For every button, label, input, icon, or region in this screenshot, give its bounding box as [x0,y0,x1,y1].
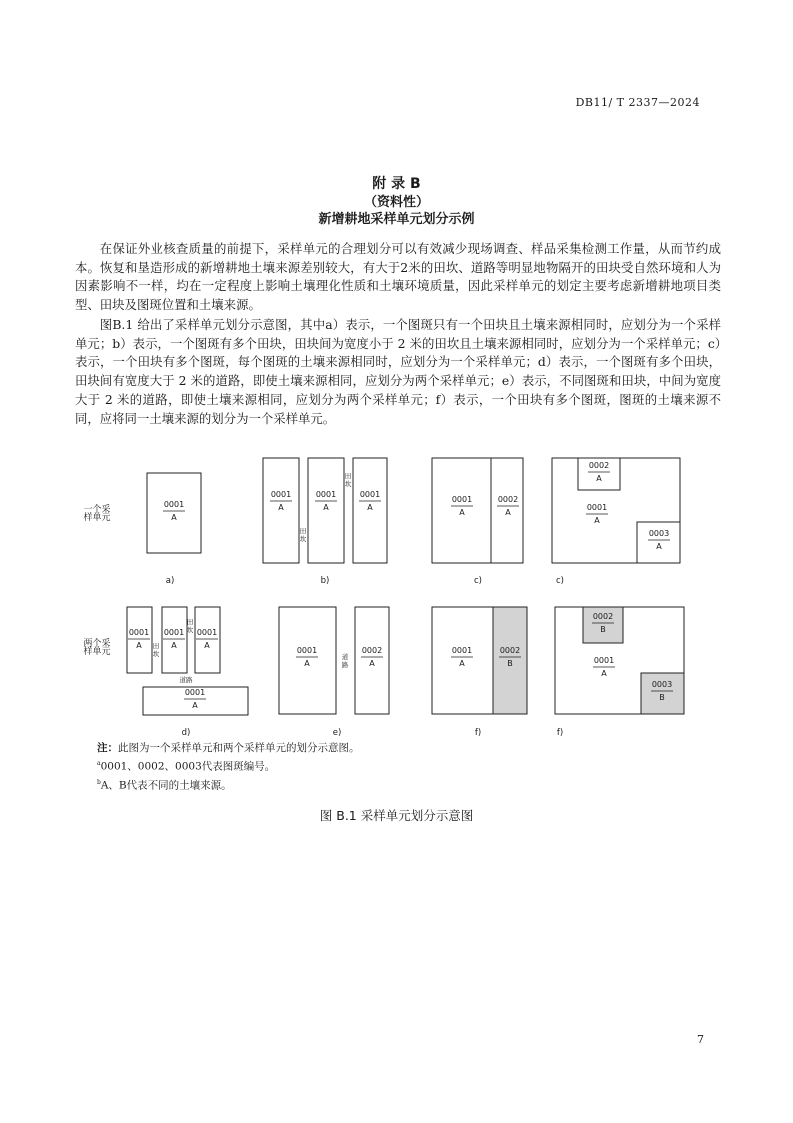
footnote-b [97,775,360,794]
panel-f2-label-3-code: 0003 [651,680,673,689]
panel-c2-label-2-source: A [596,474,602,483]
note-label: 注： [97,742,118,754]
panel-b-label-1-code: 0001 [270,490,292,499]
panel-c-label-1-code: 0001 [451,495,473,504]
panel-d-field-2 [162,607,187,673]
panel-b-ridge-1-char-1: 坎 [299,535,307,543]
panel-e-label-2-source: A [369,659,375,668]
panel-f-label-1-code: 0001 [451,646,473,655]
panel-f2-label-3-source: B [659,693,665,702]
panel-e-label-2-code: 0002 [361,646,383,655]
panel-f-label-1-source: A [459,659,465,668]
panel-b-label-2-source: A [323,503,329,512]
panel-c-label-1-source: A [459,508,465,517]
appendix-name: 新增耕地采样单元划分示例 [318,212,475,227]
panel-a-label-code: 0001 [163,500,185,509]
panel-c2-label-3-code: 0003 [648,529,670,538]
footnote-b-mark: b [97,778,101,786]
footnote-b-text: A、B代表不同的土壤来源。 [100,779,232,791]
panel-f2-label-2-source: B [600,625,606,634]
panel-f-label-2-code: 0002 [499,646,521,655]
panel-f2-label-2-code: 0002 [592,612,614,621]
panel-f2-label-1-source: A [601,669,607,678]
footnote-a-text: 0001、0002、0003代表图斑编号。 [100,760,276,773]
panel-b-ridge-2-char-1: 坎 [344,480,352,488]
panel-d-field-3 [195,607,220,673]
panel-b-ridge-1-char-0: 田 [299,527,307,535]
row-label-one-char-1: 样单元 [83,513,111,523]
panel-c2-label-2-code: 0002 [588,461,610,470]
panel-a-label-source: A [171,513,177,522]
panel-c2-label-3-source: A [656,542,662,551]
panel-f-label-2-source: B [507,659,513,668]
page-number: 7 [697,1033,704,1046]
panel-d-label-3-code: 0001 [196,628,218,637]
body-paragraph-1: 在保证外业核查质量的前提下，采样单元的合理划分可以有效减少现场调查、样品采集检测工作量，从而节约成本。恢复和垦造形成的新增耕地土壤来源差别较大，有大于2米的田坎、道路等明显地物隔开的田块受自然环境和人为因素影响不一样，均在一定程度上影响土壤理化性质和土壤环境质量，因此采样单元的划定主要考虑新增耕地项目类型、田块及图斑位置和土壤来源。 [75,241,721,313]
figure-b1 [0,450,793,750]
panel-d-road: 道路 [179,676,193,684]
footnote-a-mark: a [97,760,101,767]
panel-e-road-char-1: 路 [341,661,349,669]
appendix-nature: （资料性） [363,195,429,210]
panel-b-label-1-source: A [278,503,284,512]
panel-b-caption: b) [320,576,330,586]
panel-d-label-2-code: 0001 [163,628,185,637]
panel-d-label-2-source: A [171,641,177,650]
row-label-two-char-0: 两个采 [83,639,111,649]
panel-c-label-2-source: A [505,508,511,517]
panel-d-label-4-source: A [192,701,198,710]
panel-b-ridge-2-char-0: 田 [344,472,352,480]
panel-e-caption: e) [332,728,342,738]
row-label-one-char-0: 一个采 [83,505,111,515]
panel-b-label-2-code: 0001 [315,490,337,499]
document-code: DB11/ T 2337—2024 [575,96,700,109]
panel-c2-label-1-source: A [594,516,600,525]
figure-caption: 图 B.1 采样单元划分示意图 [319,808,474,823]
footnote-a [97,756,360,775]
note-text: 此图为一个采样单元和两个采样单元的划分示意图。 [118,742,360,754]
panel-b-label-3-source: A [367,503,373,512]
panel-d-ridge-2-char-0: 田 [186,618,194,626]
panel-d-caption: d) [181,728,191,738]
panel-e-road-char-0: 道 [341,653,349,661]
panel-d-label-1-source: A [136,641,142,650]
panel-e-label-1-source: A [304,659,310,668]
panel-d-label-3-source: A [204,641,210,650]
note-line [97,741,360,756]
panel-f-caption: f) [474,728,482,738]
figure-drawing [0,450,793,750]
panel-c2-caption: c) [556,576,564,586]
appendix-title: 附 录 B [372,176,421,192]
panel-a-caption: a) [165,576,175,586]
figure-notes [97,741,360,793]
panel-c-label-2-code: 0002 [497,495,519,504]
panel-d-label-1-code: 0001 [128,628,150,637]
panel-d-ridge-1-char-1: 坎 [152,650,160,658]
panel-e-label-1-code: 0001 [296,646,318,655]
panel-c2-label-1-code: 0001 [586,503,608,512]
body-paragraph-2: 图B.1 给出了采样单元划分示意图，其中a）表示，一个图斑只有一个田块且土壤来源相同时，应划分为一个采样单元；b）表示，一个图斑有多个田块，田块间为宽度小于 2 米的田坎且土壤来源相同时，应划分为一个采样单元；c）表示，一个田块有多个图斑，每个图斑的土壤来源相同时，应划分为一个采样单元；d）表示，一个图斑有多个田块，田块间有宽度大于 2 米的道路，即使土壤来源相同，应划分为两个采样单元；e）表示，不同图斑和田块，中间为宽度大于 2 米的道路，即使土壤来源相同，应划分为两个采样单元；f）表示，一个田块有多个图斑，图斑的土壤来源不同，应将同一土壤来源的划分为一个采样单元。 [75,317,721,426]
row-label-two-char-1: 样单元 [83,647,111,657]
panel-d-label-4-code: 0001 [184,688,206,697]
panel-f2-label-1-code: 0001 [593,656,615,665]
panel-d-ridge-1-char-0: 田 [152,642,160,650]
panel-c-caption: c) [474,576,482,586]
panel-d-ridge-2-char-1: 坎 [186,626,194,634]
panel-f2-caption: f) [556,728,564,738]
panel-d-field-1 [127,607,152,673]
panel-b-label-3-code: 0001 [359,490,381,499]
